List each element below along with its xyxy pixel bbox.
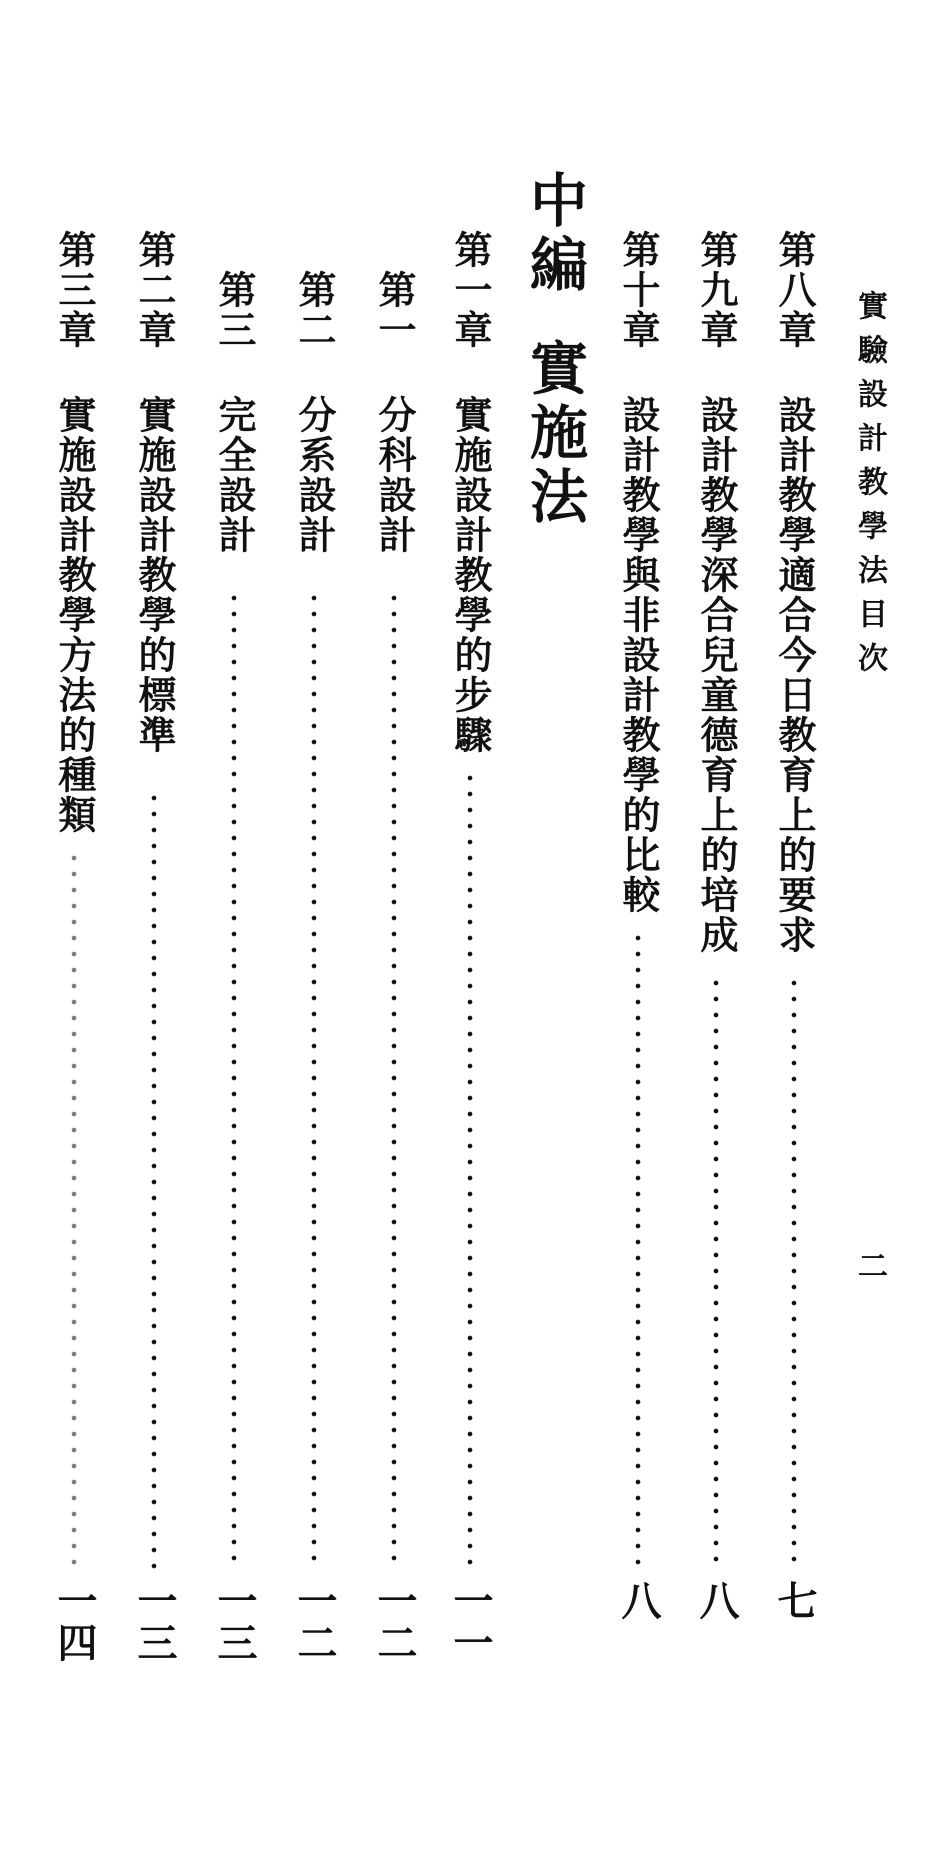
toc-entry [692, 0, 740, 1866]
chapter-label: 第八章 [772, 230, 817, 350]
entry-page: 一一 [447, 1580, 494, 1664]
leader-dots [151, 790, 157, 1570]
entry-title: 設計教學深合兒童德育上的培成 [694, 395, 739, 955]
chapter-label: 第二章 [132, 230, 177, 350]
entry-page: 一二 [291, 1580, 338, 1664]
part-label: 中編 [520, 170, 588, 298]
toc-entry [130, 0, 178, 1866]
running-header [845, 290, 893, 686]
leader-dots [231, 590, 237, 1570]
entry-page: 一四 [51, 1580, 98, 1664]
toc-entry [370, 0, 418, 1866]
entry-page: 八 [693, 1580, 740, 1622]
entry-title: 完全設計 [212, 395, 257, 555]
entry-page: 八 [615, 1580, 662, 1622]
toc-entry [446, 0, 494, 1866]
running-title: 實驗設計教學法目次 [852, 290, 887, 686]
part-heading [522, 170, 586, 530]
part-title: 實施法 [520, 338, 588, 530]
toc-entry [770, 0, 818, 1866]
leader-dots [391, 590, 397, 1570]
toc-entry [50, 0, 98, 1866]
entry-page: 一三 [211, 1580, 258, 1664]
chapter-label: 第十章 [616, 230, 661, 350]
entry-title: 實施設計教學的步驟 [448, 395, 493, 755]
toc-entry [614, 0, 662, 1866]
toc-entry [210, 0, 258, 1866]
entry-title: 實施設計教學方法的種類 [52, 395, 97, 835]
entry-title: 分系設計 [292, 395, 337, 555]
chapter-label: 第三章 [52, 230, 97, 350]
chapter-label: 第一 [372, 270, 417, 350]
entry-title: 分科設計 [372, 395, 417, 555]
chapter-label: 第九章 [694, 230, 739, 350]
chapter-label: 第三 [212, 270, 257, 350]
header-page-number: 二 [852, 1250, 887, 1294]
entry-page: 七 [771, 1580, 818, 1622]
chapter-label: 第二 [292, 270, 337, 350]
entry-page: 一三 [131, 1580, 178, 1664]
leader-dots [71, 850, 77, 1570]
entry-title: 實施設計教學的標準 [132, 395, 177, 755]
toc-entry [290, 0, 338, 1866]
leader-dots [713, 975, 719, 1570]
leader-dots [635, 930, 641, 1570]
entry-title: 設計教學與非設計教學的比較 [616, 395, 661, 915]
entry-page: 一二 [371, 1580, 418, 1664]
leader-dots [311, 590, 317, 1570]
entry-title: 設計教學適合今日教育上的要求 [772, 395, 817, 955]
leader-dots [467, 770, 473, 1570]
chapter-label: 第一章 [448, 230, 493, 350]
header-page-number-col [845, 1250, 893, 1294]
leader-dots [791, 975, 797, 1570]
